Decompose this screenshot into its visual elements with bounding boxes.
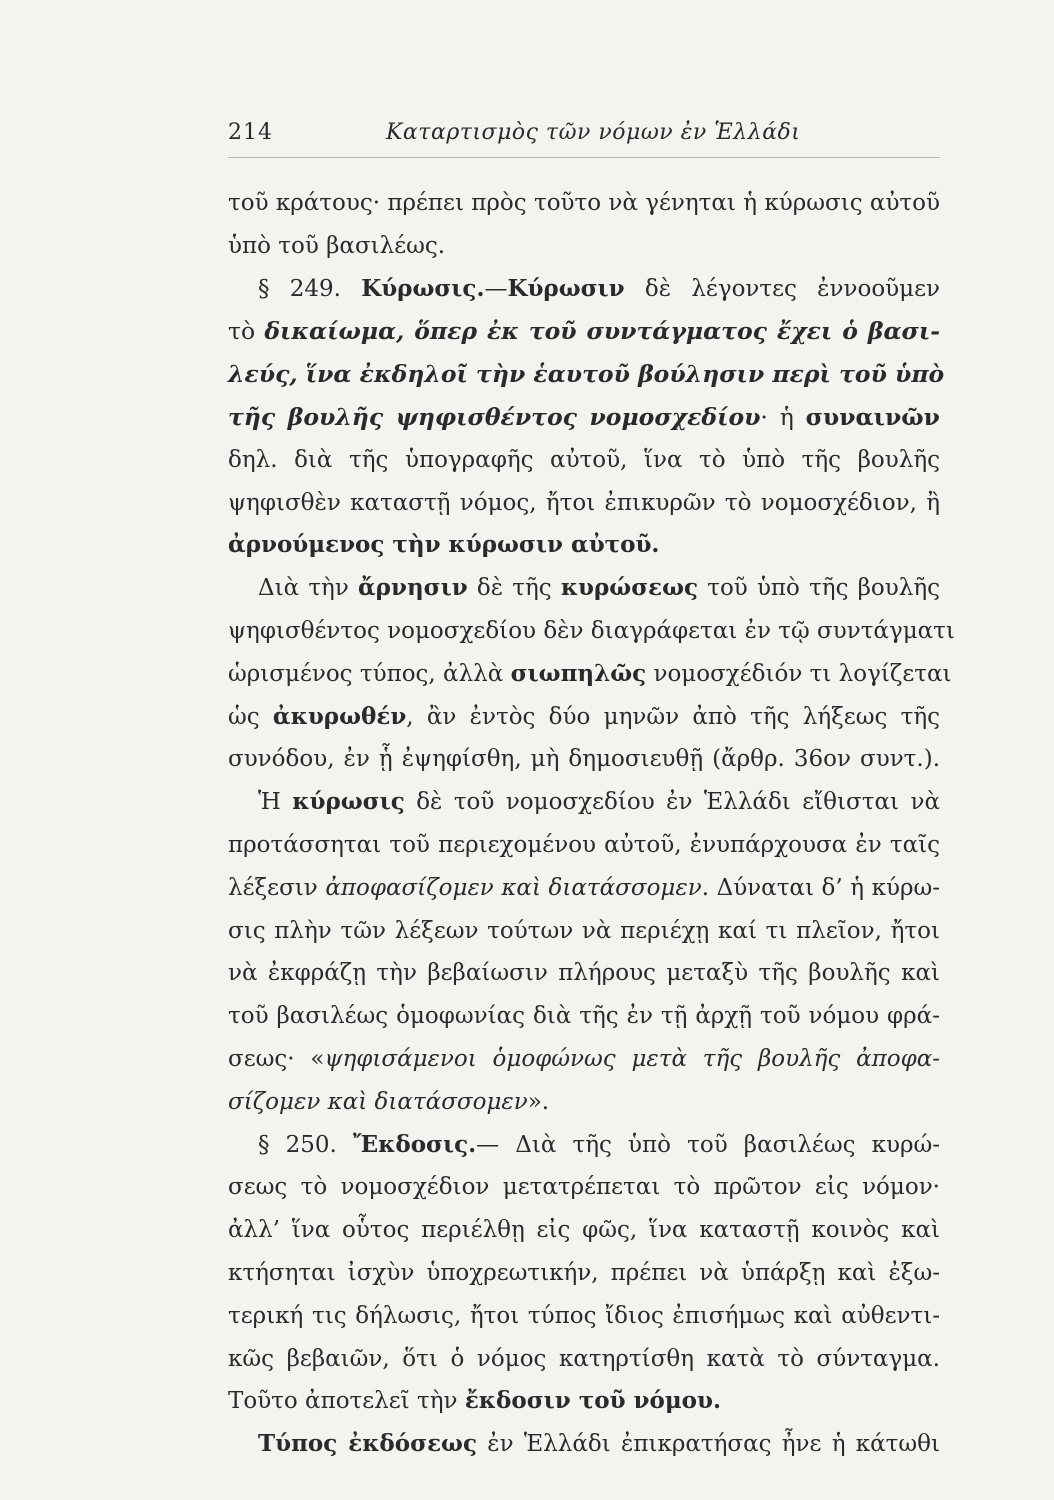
text-line: τοῦ βασιλέως ὁμοφωνίας διὰ τῆς ἐν τῇ ἀρχῇ τοῦ νόμου φρά- — [228, 1003, 940, 1030]
text-line: κτήσηται ἰσχὺν ὑποχρεωτικήν, πρέπει νὰ ὑπάρξῃ καὶ ἐξω- — [228, 1259, 940, 1286]
text-line: συνόδου, ἐν ᾗ ἐψηφίσθη, μὴ δημοσιευθῇ (ἄρθρ. 36ον συντ.). — [228, 746, 940, 773]
section-249-heading: § 249. Κύρωσις.—Κύρωσιν δὲ λέγοντες ἐννοοῦμεν — [258, 274, 940, 302]
text-line: ὑπὸ τοῦ βασιλέως. — [228, 232, 446, 259]
text-line: Τύπος ἐκδόσεως ἐν Ἑλλάδι ἐπικρατήσας ἦνε ἡ κάτωθι — [258, 1430, 940, 1458]
text-line: ψηφισθέντος νομοσχεδίου δὲν διαγράφεται ἐν τῷ συντάγματι — [228, 617, 955, 644]
header-rule — [228, 157, 940, 158]
text-line: τὸ δικαίωμα, ὅπερ ἐκ τοῦ συντάγματος ἔχει ὁ βασι- — [228, 317, 940, 346]
text-line: νὰ ἐκφράζῃ τὴν βεβαίωσιν πλήρους μεταξὺ τῆς βουλῆς καὶ — [228, 960, 940, 987]
text-line: τοῦ κράτους· πρέπει πρὸς τοῦτο νὰ γένηται ἡ κύρωσις αὐτοῦ — [228, 190, 940, 216]
running-title: Καταρτισμὸς τῶν νόμων ἐν Ἑλλάδι — [386, 120, 801, 145]
text-line: σεως· «ψηφισάμενοι ὁμοφώνως μετὰ τῆς βουλῆς ἀποφα- — [228, 1045, 941, 1072]
text-line: κῶς βεβαιῶν, ὅτι ὁ νόμος κατηρτίσθη κατὰ τὸ σύνταγμα. — [228, 1345, 940, 1372]
text-line: σεως τὸ νομοσχέδιον μετατρέπεται τὸ πρῶτον εἰς νόμον· — [228, 1174, 940, 1201]
text-line: προτάσσηται τοῦ περιεχομένου αὐτοῦ, ἐνυπάρχουσα ἐν ταῖς — [228, 831, 940, 858]
text-line: τῆς βουλῆς ψηφισθέντος νομοσχεδίου· ἡ συναινῶν — [228, 402, 940, 431]
page-number: 214 — [228, 120, 273, 145]
text-line: ἀρνούμενος τὴν κύρωσιν αὐτοῦ. — [228, 531, 660, 559]
text-line: σίζομεν καὶ διατάσσομεν». — [228, 1088, 550, 1115]
text-line: ὡρισμένος τύπος, ἀλλὰ σιωπηλῶς νομοσχέδιόν τι λογίζεται — [228, 659, 952, 687]
section-title: Κύρωσις. — [361, 274, 485, 302]
running-header — [228, 114, 940, 154]
text-line: δηλ. διὰ τῆς ὑπογραφῆς αὐτοῦ, ἵνα τὸ ὑπὸ τῆς βουλῆς — [228, 446, 940, 473]
text-line: ἀλλ’ ἵνα οὗτος περιέλθῃ εἰς φῶς, ἵνα καταστῇ κοινὸς καὶ — [228, 1217, 940, 1244]
section-250-heading: § 250. Ἔκδοσις.— Διὰ τῆς ὑπὸ τοῦ βασιλέως κυρώ- — [258, 1130, 940, 1158]
text-line: Ἡ κύρωσις δὲ τοῦ νομοσχεδίου ἐν Ἑλλάδι εἴθισται νὰ — [258, 788, 940, 816]
text-line: Τοῦτο ἀποτελεῖ τὴν ἔκδοσιν τοῦ νόμου. — [228, 1387, 721, 1415]
text-line: λεύς, ἵνα ἐκδηλοῖ τὴν ἑαυτοῦ βούλησιν περὶ τοῦ ὑπὸ — [228, 360, 945, 389]
text-line: λέξεσιν ἀποφασίζομεν καὶ διατάσσομεν. Δύναται δ’ ἡ κύρω- — [228, 874, 940, 901]
text-line: ψηφισθὲν καταστῇ νόμος, ἤτοι ἐπικυρῶν τὸ νομοσχέδιον, ἢ — [228, 489, 940, 516]
text-line: σις πλὴν τῶν λέξεων τούτων νὰ περιέχῃ καί τι πλεῖον, ἤτοι — [228, 917, 940, 944]
text-line: Διὰ τὴν ἄρνησιν δὲ τῆς κυρώσεως τοῦ ὑπὸ τῆς βουλῆς — [258, 574, 940, 602]
text-line: τερική τις δήλωσις, ἤτοι τύπος ἴδιος ἐπισήμως καὶ αὐθεντι- — [228, 1302, 940, 1329]
section-title: Ἔκδοσις. — [352, 1130, 477, 1158]
text-line: ὡς ἀκυρωθέν, ἂν ἐντὸς δύο μηνῶν ἀπὸ τῆς λήξεως τῆς — [228, 702, 940, 730]
body-text — [228, 182, 955, 1466]
